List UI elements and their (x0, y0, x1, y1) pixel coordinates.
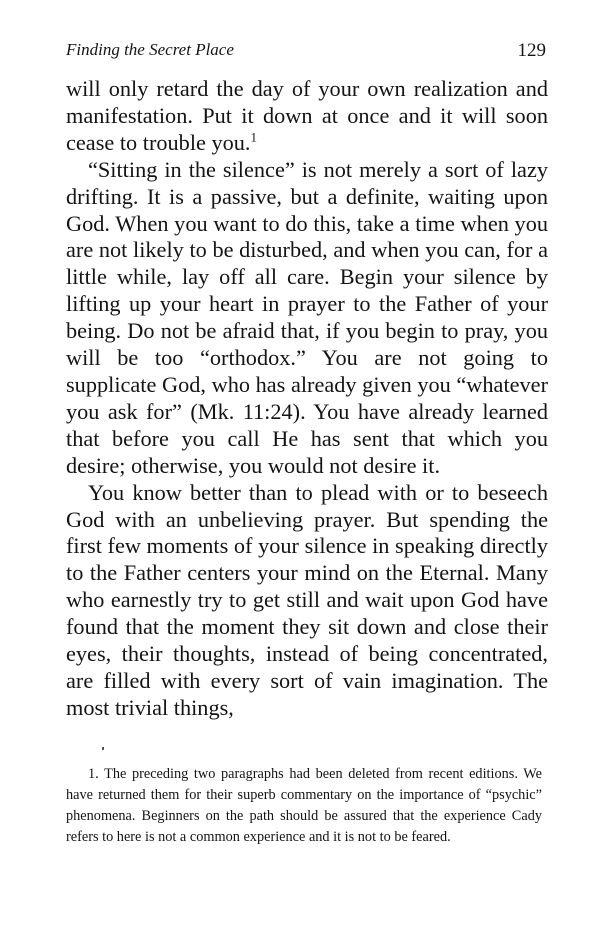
footnote-mark (102, 747, 104, 750)
footnote-reference: 1 (250, 129, 258, 145)
paragraph: “Sitting in the silence” is not merely a sort of lazy drifting. It is a passive, but a definite, waiting upon God. When you want to do this, take a time when you are not likely to be disturbed, and when you can, for a little while, lay off all care. Begin your silence by lifting up your heart in prayer to the Father of your being. Do not be afraid that, if you begin to pray, you will be too “orthodox.” You are not going to supplicate God, who has already given you “whatever you ask for” (Mk. 11:24). You have already learned that before you call He has sent that which you desire; otherwise, you would not desire it. (66, 156, 548, 478)
paragraph (66, 76, 548, 157)
paragraph: You know better than to plead with or to beseech God with an unbelieving prayer. But spending the first few moments of your silence in speaking directly to the Father centers your mind on the Eternal. Many who earnestly try to get still and wait upon God have found that the moment they sit down and close their eyes, their thoughts, instead of being concentrated, are filled with every sort of vain imagination. The most trivial things, (66, 479, 548, 720)
paragraph-text: will only retard the day of your own realization and manifestation. Put it down at once and it will soon cease to trouble you. (66, 76, 548, 155)
page-header (66, 40, 546, 70)
body-text (66, 76, 548, 722)
page-number: 129 (517, 40, 546, 61)
running-head: Finding the Secret Place (66, 40, 234, 59)
footnote: 1. The preceding two paragraphs had been deleted from recent editions. We have returned them for their superb commentary on the importance of “psychic” phenomena. Beginners on the path should be assured that the experience Cady refers to here is not a common experience and it is not to be feared. (66, 766, 542, 845)
